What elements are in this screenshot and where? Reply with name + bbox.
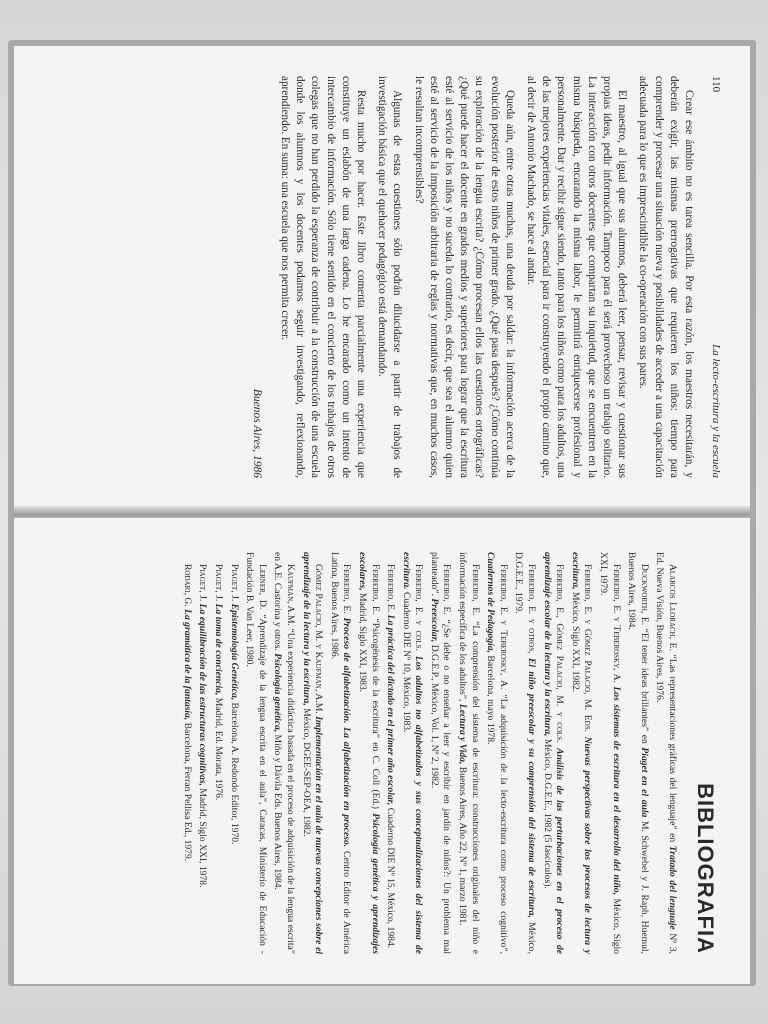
bib-author: Ferreiro, E., Gómez Palacio, M. y cols.: [554, 564, 566, 743]
bibliography-entry: [625, 552, 650, 954]
bib-pre: “El tener ideas brillantes” en: [638, 628, 650, 744]
bibliography-entry: [227, 552, 240, 954]
bib-author: Kaufman, A.M.: [284, 564, 296, 626]
bib-post: Madrid, Siglo XXI, 1978.: [197, 788, 209, 888]
bib-pre: “La adquisición de la lecto-escritura como proceso cognitivo”,: [497, 694, 509, 954]
bibliography-entry: [327, 552, 352, 954]
bib-pre: “¿Se debe o no enseñar a leer y escribir en jardín de niños?: Un problema mal planteado”.: [428, 552, 453, 955]
book-spread: [14, 46, 750, 984]
bib-post: Buenos Aires, Año 22, Nº 1, marzo 1981.: [457, 766, 469, 926]
bib-author: Gómez Palacio, M. y Kaufman, A.M.: [313, 564, 325, 714]
bib-post: M. Schwebel y J. Raph, Huemul, Buenos Aires, 1984.: [626, 552, 650, 954]
bib-author: Ferreiro, E.: [369, 564, 381, 615]
bib-author: Ferreiro, E.: [441, 564, 453, 615]
bib-title: Implementación en el aula de nuevas concepciones sobre el aprendizaje de la lectura y la escritura,: [300, 552, 325, 954]
bibliography-entry: [596, 552, 621, 954]
bib-title: Psicología genética y aprendizajes escolares,: [356, 552, 381, 954]
paragraph: Resta mucho por hacer. Este libro comenta parcialmente una experiencia que constituye un eslabón de una larga cadena. Lo he encarado como un intento de intercambio de información. Sólo tiene sentido en el concierto de los trabajos de otros colegas que no han perdido la esperanza de contribuir a la construcción de una escuela donde los alumnos y los docentes podamos seguir investigando, reflexionando, aprendiendo. En suma: una escuela que nos permita crecer.: [278, 76, 367, 478]
bib-pre: “La comprensión del sistema de escritura: construcciones originales del niño e información específica de los adultos”,: [457, 552, 481, 954]
bib-post: México, Siglo XXI, 1979.: [598, 552, 622, 955]
bib-title: La toma de conciencia,: [213, 603, 224, 696]
right-page: [14, 518, 750, 984]
bib-author: Ferreiro, E.: [469, 564, 481, 616]
bib-title: Proceso de alfabetización. La alfabetización en proceso.: [341, 617, 353, 848]
bib-author: Piaget, J.: [213, 564, 224, 602]
bib-title: Los adultos no alfabetizados y sus conceptualizaciones del sistema de escritura.: [400, 552, 425, 954]
left-page: [14, 46, 750, 512]
bibliography-entry: [211, 552, 224, 954]
bib-post: Madrid, Siglo XXI, 1983.: [356, 593, 368, 693]
bib-post: México, Siglo XXI, 1982.: [569, 592, 581, 693]
bib-title: Preescolar,: [428, 598, 440, 643]
paragraph: Crear ese ámbito no es tarea sencilla. Por esta razón, los maestros necesitarán, y deberán exigir, las mismas prerrogativas que requieren los niños: tiempo para comprender y procesar una situación nueva y posibilidades de acceder a una capacitación adecuada para lo que es imprescindible la co-operación con sus pares.: [637, 76, 695, 478]
bib-pre: “Aprendizaje de la lengua escrita en el aula”, Caracas, Ministerio de Educación - Fundación B. Van Leer, 1980.: [244, 552, 268, 954]
bib-post: Cuaderno DIE Nº 15, México, 1984.: [385, 807, 397, 949]
left-page-body: [277, 76, 696, 478]
bib-title: El niño preescolar y su comprensión del sistema de escritura,: [526, 657, 538, 918]
bib-pre: “Las representaciones gráficas del lenguaje” en: [667, 654, 678, 843]
bib-post: Barcelona, Ferran Pellisa Ed., 1979.: [181, 722, 193, 862]
bibliography-entry: [271, 552, 296, 954]
bib-author: Ferreiro, E. y Teberosky, A.: [610, 564, 622, 683]
bib-post: Miño y Dávila Eds. Buenos Aires, 1984.: [272, 734, 284, 890]
bibliography-entry: [568, 552, 593, 954]
bib-post: D.G.E.P., México, Vol. 1, Nº 2, 1982.: [428, 644, 440, 789]
bibliography-entry: [299, 552, 324, 954]
bib-pre: “Psicogénesis de la escritura” en C. Coll (Ed.): [369, 618, 381, 809]
bib-title: Epistemología Genética,: [228, 603, 240, 701]
paragraph: El maestro, al igual que sus alumnos, deberá leer, pensar, revisar y cuestionar sus propias ideas, pedir información. Tampoco para él será provechoso un trabajo solitario. La interacción con otros docentes que compartan su inquietud, que se encuentren en la misma búsqueda, encarando la misma labor, le permitirá enriquecerse profesional y personalmente. Dar y recibir sigue siendo, tanto para los niños como para los adultos, una de las mejores experiencias vitales, esencial para ir construyendo el propio camino que, al decir de Antonio Machado, se hace al andar.: [524, 76, 629, 478]
bib-post: Madrid, Ed. Morata, 1976.: [213, 697, 224, 801]
bib-author: Alarcos Llorach, E.: [667, 564, 678, 651]
bib-title: Lectura y Vida,: [457, 703, 469, 765]
running-head: La lecto-escritura y la escuela: [710, 344, 722, 478]
bib-author: Piaget, J.: [228, 564, 240, 602]
bibliography-entry: [355, 552, 380, 954]
bib-author: Ferreiro, E.: [385, 564, 397, 613]
bib-title: Tratado del lenguaje: [667, 845, 678, 930]
bib-post: Nº 3, Ed. Nueva Visión, Buenos Aires, 1976.: [654, 552, 678, 955]
bibliography-entry: [180, 552, 193, 954]
bibliography-list: [180, 552, 678, 954]
bib-post: México, D.G.E.E., 1979.: [513, 552, 538, 954]
bib-post: Centro Editor de América Latina, Buenos Aires, 1986.: [328, 552, 353, 954]
bib-author: Piaget, J.: [197, 564, 209, 602]
bib-title: La práctica del dictado en el primer año escolar,: [385, 614, 397, 806]
bib-author: Ferreiro, E. y otros,: [526, 564, 538, 654]
signature-place-date: Buenos Aires, 1986: [250, 388, 263, 478]
bib-post: México, DGEE-SEP-OEA, 1982.: [300, 708, 312, 837]
bibliography-entry: [653, 552, 678, 954]
bib-author: Duckworth, E.: [638, 564, 650, 626]
bib-author: Ferreiro, E.: [341, 564, 353, 614]
bib-title: Cuadernos de Pedagogía,: [485, 552, 497, 654]
bibliography-title: BIBLIOGRAFIA: [693, 783, 718, 954]
bib-title: Los sistemas de escritura en el desarrollo del niño,: [610, 686, 622, 895]
bib-author: Ferreiro, E. y Teberosky, A.: [497, 564, 509, 690]
bibliography-entry: [243, 552, 268, 954]
bibliography-entry: [399, 552, 424, 954]
bib-post: Barcelona, mayo 1978.: [485, 655, 497, 745]
bibliography-entry: [484, 552, 509, 954]
paragraph: Queda aún, entre otras muchas, una deuda por saldar: la información acerca de la evolución posterior de estos niños de primer grado. ¿Qué pasa después? ¿Cómo continúa su exploración de la lengua escrita? ¿Cómo procesan ellos las cuestiones ortográficas? ¿Qué puede hacer el docente en grados medios y superiores para lograr que la escritura esté al servicio de los niños y no suceda lo contrario, es decir, que sea el alumno quien esté al servicio de la imposición arbitraria de reglas y normativas que, en muchos casos, le resultan incomprensibles?: [412, 76, 516, 478]
page-number: 110: [710, 76, 722, 93]
bib-author: Lerner, D.: [256, 564, 268, 610]
left-page-header: [710, 76, 722, 478]
bib-author: Ferreiro, E. y Gómez Palacio, M. Eds.: [582, 564, 594, 732]
bib-post: Barcelona, A. Redondo Editor, 1970.: [228, 702, 240, 845]
bib-title: Piaget en el aula: [638, 747, 650, 818]
bib-title: La equilibración de las estructuras cognitivas,: [197, 603, 209, 786]
bibliography-entry: [512, 552, 537, 954]
bib-author: Rodari, G.: [181, 564, 193, 607]
bibliography-entry: [540, 552, 565, 954]
bibliography-entry: [196, 552, 209, 954]
bib-title: Psicología genética,: [272, 653, 284, 733]
bib-title: Nuevas perspectivas sobre los procesos de lectura y escritura,: [569, 552, 594, 954]
paragraph: Algunas de estas cuestiones sólo podrán dilucidarse a partir de trabajos de investigación básica que el quehacer pedagógico está demandando.: [376, 76, 404, 478]
bib-pre: “Una experiencia didáctica basada en el proceso de adquisición de la lengua escrita” en A.E. Castorina y otros.: [272, 552, 296, 955]
bib-title: La gramática de la fantasía,: [181, 609, 193, 721]
bib-title: Análisis de las perturbaciones en el proceso de aprendizaje escolar de la lectura y la escritura,: [541, 552, 566, 955]
bib-post: Cuaderno DIE Nº 10, México, 1983.: [400, 592, 412, 733]
bibliography-entry: [427, 552, 452, 954]
bibliography-entry: [384, 552, 397, 954]
bib-author: Ferreiro, E. y cols.: [413, 564, 425, 651]
bib-post: México, D.G.E.E., 1982 (5 fascículos).: [541, 738, 553, 889]
bibliography-entry: [456, 552, 481, 954]
